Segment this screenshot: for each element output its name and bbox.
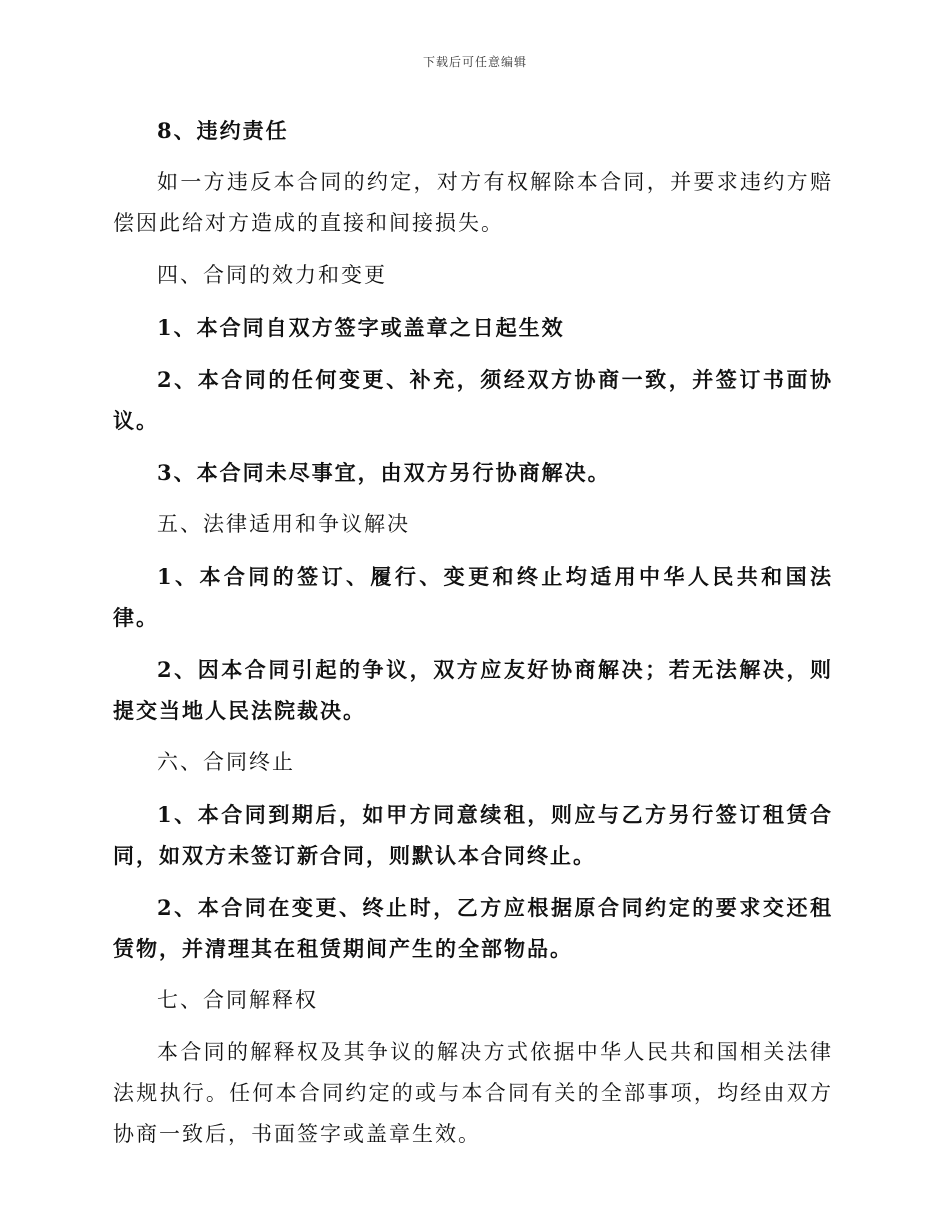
- clause-validity-2: 2、本合同的任何变更、补充，须经双方协商一致，并签订书面协议。: [113, 367, 833, 433]
- clause-law-2: 2、因本合同引起的争议，双方应友好协商解决；若无法解决，则提交当地人民法院裁决。: [113, 657, 833, 723]
- clause-termination-2: 2、本合同在变更、终止时，乙方应根据原合同约定的要求交还租赁物，并清理其在租赁期间产生的全部物品。: [113, 895, 833, 961]
- document-body: [113, 110, 833, 1166]
- clause-law-1: 1、本合同的签订、履行、变更和终止均适用中华人民共和国法律。: [113, 564, 833, 630]
- clause-validity-3: 3、本合同未尽事宜，由双方另行协商解决。: [157, 460, 611, 485]
- section-heading-validity-and-changes: 四、合同的效力和变更: [157, 263, 387, 287]
- page-header: 下载后可任意编辑: [422, 55, 527, 69]
- section-heading-governing-law: 五、法律适用和争议解决: [157, 512, 410, 536]
- clause-validity-1: 1、本合同自双方签字或盖章之日起生效: [157, 315, 565, 340]
- section-heading-termination: 六、合同终止: [157, 750, 295, 774]
- section-heading-breach-liability: 8、违约责任: [157, 118, 289, 143]
- paragraph-interpretation: 本合同的解释权及其争议的解决方式依据中华人民共和国相关法律法规执行。任何本合同约定的或与本合同有关的全部事项，均经由双方协商一致后，书面签字或盖章生效。: [113, 1040, 833, 1146]
- paragraph-breach-liability: 如一方违反本合同的约定，对方有权解除本合同，并要求违约方赔偿因此给对方造成的直接和间接损失。: [113, 170, 833, 235]
- clause-termination-1: 1、本合同到期后，如甲方同意续租，则应与乙方另行签订租赁合同，如双方未签订新合同，则默认本合同终止。: [113, 802, 833, 868]
- section-heading-interpretation: 七、合同解释权: [157, 988, 318, 1012]
